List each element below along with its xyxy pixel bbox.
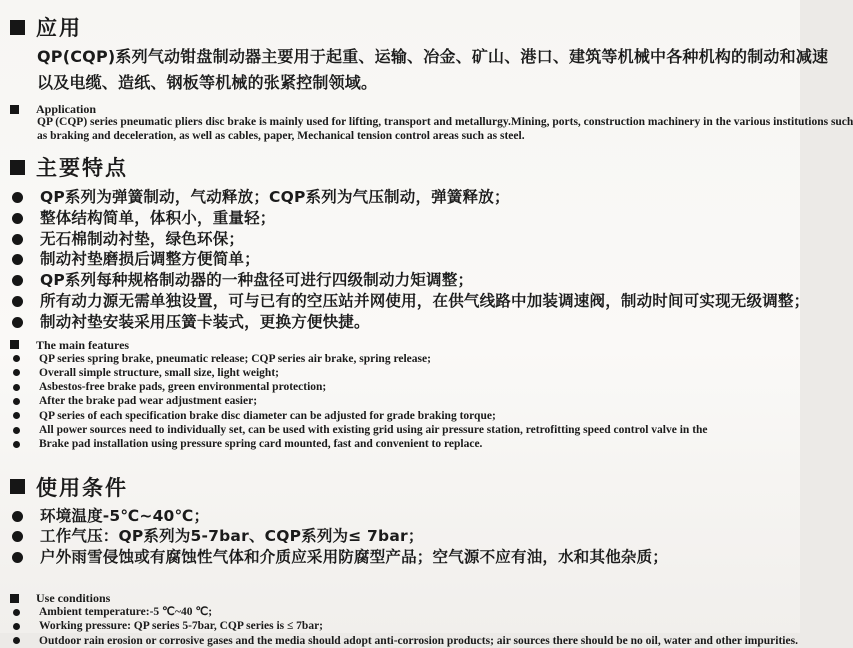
bullet-icon: [12, 296, 23, 307]
features-bullets-cn: [0, 187, 810, 333]
section-square-icon: [10, 20, 25, 35]
feature-en: All power sources need to individually set, can be used with existing grid using air pressure station, retrofitting speed control valve in the: [39, 424, 708, 437]
list-item: [12, 187, 800, 208]
feature-cn: 无石棉制动衬垫，绿色环保；: [40, 229, 245, 248]
bullet-icon: [12, 511, 23, 522]
condition-en: Outdoor rain erosion or corrosive gases and the media should adopt anti-corrosion products; air sources there should be no oil, water and other impurities.: [39, 634, 798, 647]
list-item: [12, 270, 800, 291]
conditions-body-en: [0, 591, 800, 648]
application-heading-en-row: [10, 102, 800, 116]
feature-en: QP series of each specification brake disc diameter can be adjusted for grade braking torque;: [39, 409, 496, 422]
condition-en: Working pressure: QP series 5-7bar, CQP series is ≤ 7bar;: [39, 620, 324, 633]
features-heading-en: The main features: [36, 337, 130, 352]
application-body-cn-line: 以及电缆、造纸、钢板等机械的张紧控制领域。: [37, 73, 378, 92]
application-body-en: [0, 102, 853, 143]
feature-en: Overall simple structure, small size, light weight;: [39, 366, 279, 379]
feature-cn: QP系列为弹簧制动，气动释放；CQP系列为气压制动，弹簧释放；: [40, 188, 510, 206]
list-item: [13, 437, 800, 451]
list-item: [13, 619, 800, 633]
bullet-icon: [13, 369, 20, 376]
feature-en: QP series spring brake, pneumatic release; CQP series air brake, spring release;: [39, 352, 431, 365]
application-section-heading: [10, 12, 800, 42]
application-body-cn: [0, 44, 829, 96]
list-item: [12, 506, 800, 527]
list-item: [12, 312, 800, 333]
conditions-section-heading: [10, 472, 800, 502]
list-item: [13, 409, 800, 423]
list-item: [12, 208, 800, 229]
features-heading-cn: 主要特点: [36, 156, 128, 180]
bullet-icon: [12, 213, 23, 224]
bullet-icon: [12, 192, 23, 203]
conditions-heading-en: Use conditions: [36, 591, 111, 606]
features-heading-en-row: [10, 338, 800, 352]
list-item: [12, 249, 800, 270]
feature-cn: 制动衬垫磨损后调整方便简单；: [40, 250, 260, 269]
condition-cn: 户外雨雪侵蚀或有腐蚀性气体和介质应采用防腐型产品；空气源不应有油，水和其他杂质；: [40, 548, 669, 567]
list-item: [12, 291, 810, 312]
feature-cn: 制动衬垫安装采用压簧卡装式，更换方便快捷。: [40, 312, 370, 331]
condition-cn: 工作气压：QP系列为5-7bar、CQP系列为≤ 7bar；: [40, 527, 424, 546]
bullet-icon: [13, 637, 20, 644]
bullet-icon: [12, 552, 23, 563]
features-section-heading: [10, 152, 800, 182]
application-body-en-line: QP (CQP) series pneumatic pliers disc brake is mainly used for lifting, transport and metallurgy.Mining, ports, construction machinery in the various institutions such: [37, 116, 853, 128]
list-item: [12, 547, 800, 568]
condition-en: Ambient temperature:-5 ℃~40 ℃;: [39, 606, 213, 619]
feature-en: After the brake pad wear adjustment easier;: [39, 395, 258, 408]
application-heading-en: Application: [36, 102, 97, 116]
list-item: [13, 380, 800, 394]
section-square-icon: [10, 160, 25, 175]
bullet-icon: [13, 384, 20, 391]
conditions-heading-en-row: [10, 591, 800, 605]
application-heading-cn: 应用: [36, 16, 82, 40]
bullet-icon: [13, 412, 20, 419]
bullet-icon: [13, 398, 20, 405]
feature-en: Brake pad installation using pressure spring card mounted, fast and convenient to replace.: [39, 438, 483, 451]
list-item: [13, 394, 800, 408]
bullet-icon: [13, 355, 20, 362]
feature-cn: QP系列每种规格制动器的一种盘径可进行四级制动力矩调整；: [40, 271, 474, 290]
bullet-icon: [13, 623, 20, 630]
list-item: [13, 423, 800, 437]
condition-cn: 环境温度-5℃~40℃；: [40, 506, 210, 525]
bullet-icon: [13, 427, 20, 434]
section-square-small-icon: [10, 105, 19, 114]
features-body-en: [0, 338, 800, 452]
conditions-bullets-cn: [0, 506, 800, 568]
section-square-icon: [10, 479, 25, 494]
bullet-icon: [12, 254, 23, 265]
list-item: [13, 352, 800, 366]
application-body-cn-line: QP(CQP)系列气动钳盘制动器主要用于起重、运输、冶金、矿山、港口、建筑等机械中各种机构的制动和减速: [37, 47, 829, 66]
list-item: [13, 605, 800, 619]
list-item: [13, 634, 800, 648]
list-item: [13, 366, 800, 380]
feature-cn: 整体结构简单，体积小，重量轻；: [40, 208, 276, 227]
conditions-heading-cn: 使用条件: [36, 475, 128, 500]
section-square-small-icon: [10, 340, 19, 349]
feature-cn: 所有动力源无需单独设置，可与已有的空压站并网使用，在供气线路中加装调速阀，制动时间可实现无级调整；: [40, 291, 810, 310]
section-square-small-icon: [10, 594, 19, 603]
feature-en: Asbestos-free brake pads, green environmental protection;: [39, 381, 327, 394]
bullet-icon: [12, 317, 23, 328]
list-item: [12, 229, 800, 250]
bullet-icon: [13, 609, 20, 616]
bullet-icon: [12, 275, 23, 286]
list-item: [12, 526, 800, 547]
application-body-en-line: as braking and deceleration, as well as cables, paper, Mechanical tension control areas such as steel.: [37, 129, 525, 142]
bullet-icon: [13, 441, 20, 448]
bullet-icon: [12, 531, 23, 542]
bullet-icon: [12, 234, 23, 245]
